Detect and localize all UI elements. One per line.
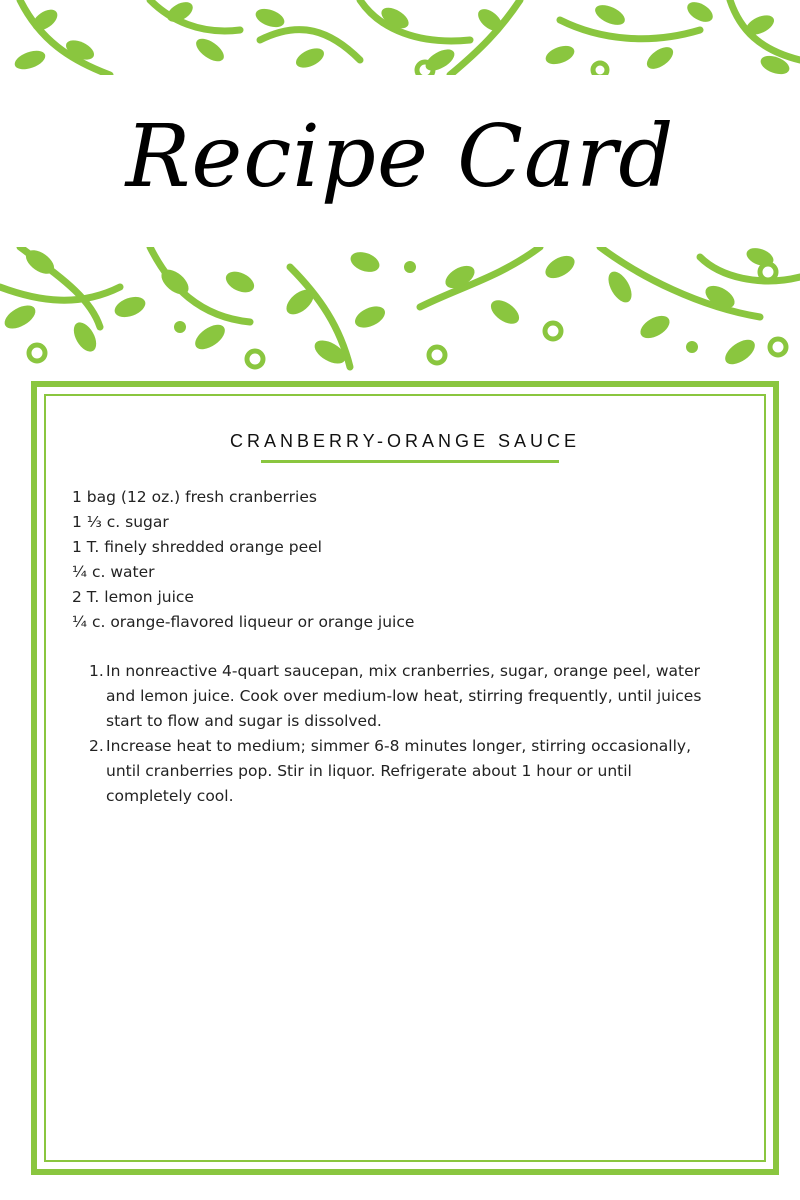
ingredient-list xyxy=(72,485,414,635)
leafy-vine-icon xyxy=(0,247,800,387)
instruction-list xyxy=(89,659,719,809)
title-zone xyxy=(0,75,800,247)
recipe-title: CRANBERRY-ORANGE SAUCE xyxy=(229,431,581,451)
page-title: Recipe Card xyxy=(125,107,675,207)
step-text: In nonreactive 4-quart saucepan, mix cranberries, sugar, orange peel, water and lemon juice. Cook over medium-low heat, stirring frequently, until juices start to flow and sugar is dissolved. xyxy=(106,662,702,730)
recipe-card-frame xyxy=(31,381,779,1175)
step-text: Increase heat to medium; simmer 6-8 minutes longer, stirring occasionally, until cranberries pop. Stir in liquor. Refrigerate about 1 hour or until completely cool. xyxy=(106,737,692,805)
top-vine-decoration xyxy=(0,0,800,75)
instruction-step xyxy=(89,734,719,809)
mid-vine-decoration xyxy=(0,247,800,387)
title-divider xyxy=(261,460,559,463)
ingredient-item: ¼ c. orange-flavored liqueur or orange juice xyxy=(72,613,415,631)
ingredient-item: 2 T. lemon juice xyxy=(72,588,194,606)
ingredient-item: 1 T. finely shredded orange peel xyxy=(72,538,322,556)
ingredient-item: 1 ⅓ c. sugar xyxy=(72,513,169,531)
ingredient-item: 1 bag (12 oz.) fresh cranberries xyxy=(72,488,317,506)
instruction-step xyxy=(89,659,719,734)
step-number: 1. xyxy=(89,662,104,680)
ingredient-item: ¼ c. water xyxy=(72,563,155,581)
leafy-vine-icon xyxy=(0,0,800,75)
step-number: 2. xyxy=(89,737,104,755)
